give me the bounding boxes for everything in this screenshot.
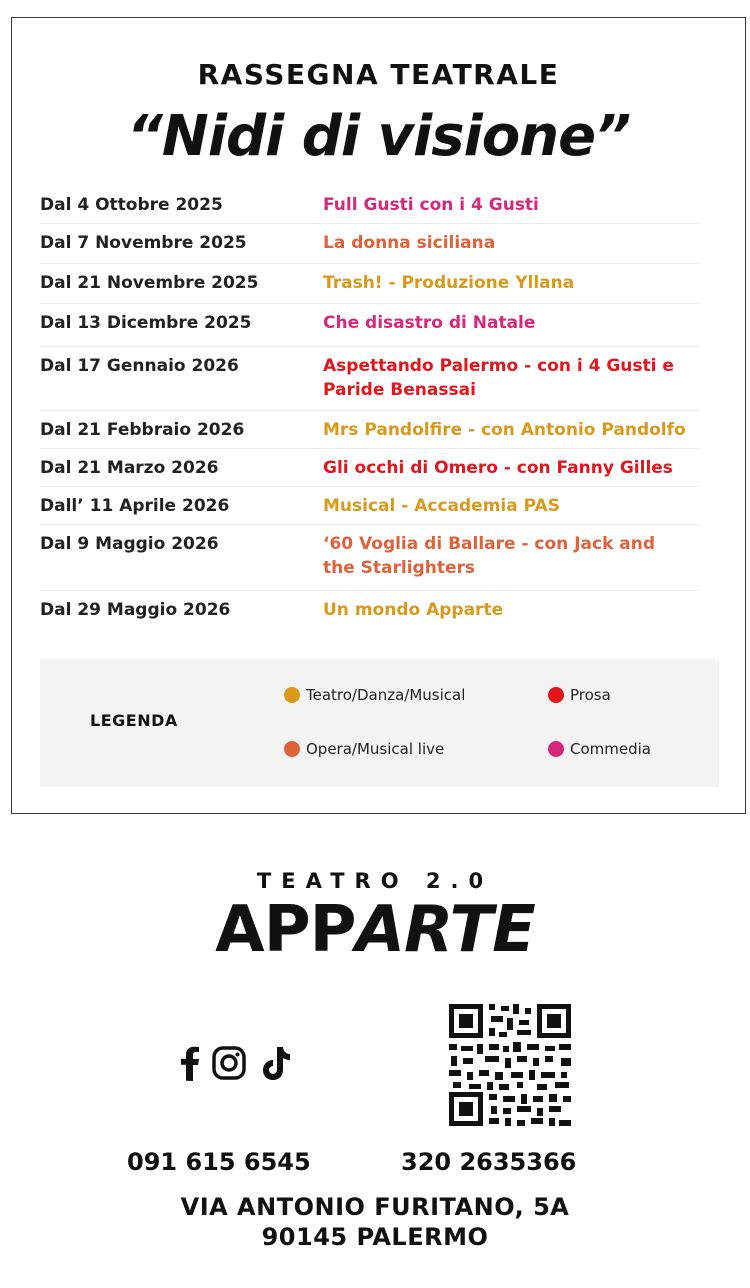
show-title: La donna siciliana xyxy=(323,233,496,253)
brand-logo-part1: APP xyxy=(215,893,356,967)
show-title: ‘60 Voglia di Ballare - con Jack and xyxy=(323,534,656,554)
legend-dot-icon xyxy=(284,687,300,703)
legend-dot-icon xyxy=(284,741,300,757)
show-title-line2: Paride Benassai xyxy=(323,380,476,400)
instagram-icon[interactable] xyxy=(212,1046,246,1080)
season-subtitle: RASSEGNA TEATRALE xyxy=(197,58,560,91)
legend-dot-icon xyxy=(548,741,564,757)
legend-title: LEGENDA xyxy=(90,711,178,730)
address-line-1: VIA ANTONIO FURITANO, 5A xyxy=(180,1193,570,1221)
legend-dot-icon xyxy=(548,687,564,703)
show-date: Dal 4 Ottobre 2025 xyxy=(40,195,223,215)
legend-box xyxy=(40,659,719,787)
qr-code-icon xyxy=(447,1002,573,1128)
facebook-icon[interactable] xyxy=(180,1045,200,1081)
show-date: Dall’ 11 Aprile 2026 xyxy=(40,496,230,516)
legend-item xyxy=(284,686,465,704)
schedule-row xyxy=(40,264,700,304)
show-title: Mrs Pandolfire - con Antonio Pandolfo xyxy=(323,420,686,440)
legend-label: Teatro/Danza/Musical xyxy=(306,686,466,704)
show-date: Dal 21 Febbraio 2026 xyxy=(40,420,245,440)
tiktok-icon[interactable] xyxy=(260,1045,292,1081)
show-title: Aspettando Palermo - con i 4 Gusti e xyxy=(323,356,674,376)
brand-logo xyxy=(0,893,750,967)
social-links xyxy=(180,1045,292,1081)
schedule-row xyxy=(40,525,700,591)
show-title: Che disastro di Natale xyxy=(323,313,536,333)
schedule-row xyxy=(40,591,700,631)
schedule-row xyxy=(40,347,700,411)
show-title: Gli occhi di Omero - con Fanny Gilles xyxy=(323,458,673,478)
schedule-row xyxy=(40,449,700,487)
show-date: Dal 13 Dicembre 2025 xyxy=(40,313,252,333)
show-date: Dal 21 Marzo 2026 xyxy=(40,458,219,478)
schedule-row xyxy=(40,411,700,449)
legend-item xyxy=(548,686,611,704)
brand-logo-part2: ARTE xyxy=(355,893,535,967)
show-title-line2: the Starlighters xyxy=(323,558,475,578)
schedule-row xyxy=(40,304,700,347)
show-date: Dal 29 Maggio 2026 xyxy=(40,600,231,620)
show-date: Dal 7 Novembre 2025 xyxy=(40,233,247,253)
legend-label: Commedia xyxy=(570,740,651,758)
legend-item xyxy=(548,740,651,758)
season-title: “Nidi di visione” xyxy=(126,104,631,169)
legend-label: Prosa xyxy=(570,686,611,704)
schedule-row xyxy=(40,487,700,525)
phone-number-2[interactable]: 320 2635366 xyxy=(401,1148,577,1176)
season-card xyxy=(11,17,746,814)
show-date: Dal 21 Novembre 2025 xyxy=(40,273,259,293)
phone-number-1[interactable]: 091 615 6545 xyxy=(127,1148,311,1176)
schedule-list xyxy=(40,186,700,631)
schedule-row xyxy=(40,186,700,224)
legend-label: Opera/Musical live xyxy=(306,740,445,758)
show-title: Full Gusti con i 4 Gusti xyxy=(323,195,539,215)
show-date: Dal 9 Maggio 2026 xyxy=(40,534,219,554)
show-title: Musical - Accademia PAS xyxy=(323,496,560,516)
legend-item xyxy=(284,740,444,758)
show-title: Un mondo Apparte xyxy=(323,600,504,620)
brand-tagline: TEATRO 2.0 xyxy=(256,869,494,893)
schedule-row xyxy=(40,224,700,264)
show-title: Trash! - Produzione Yllana xyxy=(323,273,575,293)
address-line-2: 90145 PALERMO xyxy=(261,1223,489,1251)
show-date: Dal 17 Gennaio 2026 xyxy=(40,356,239,376)
